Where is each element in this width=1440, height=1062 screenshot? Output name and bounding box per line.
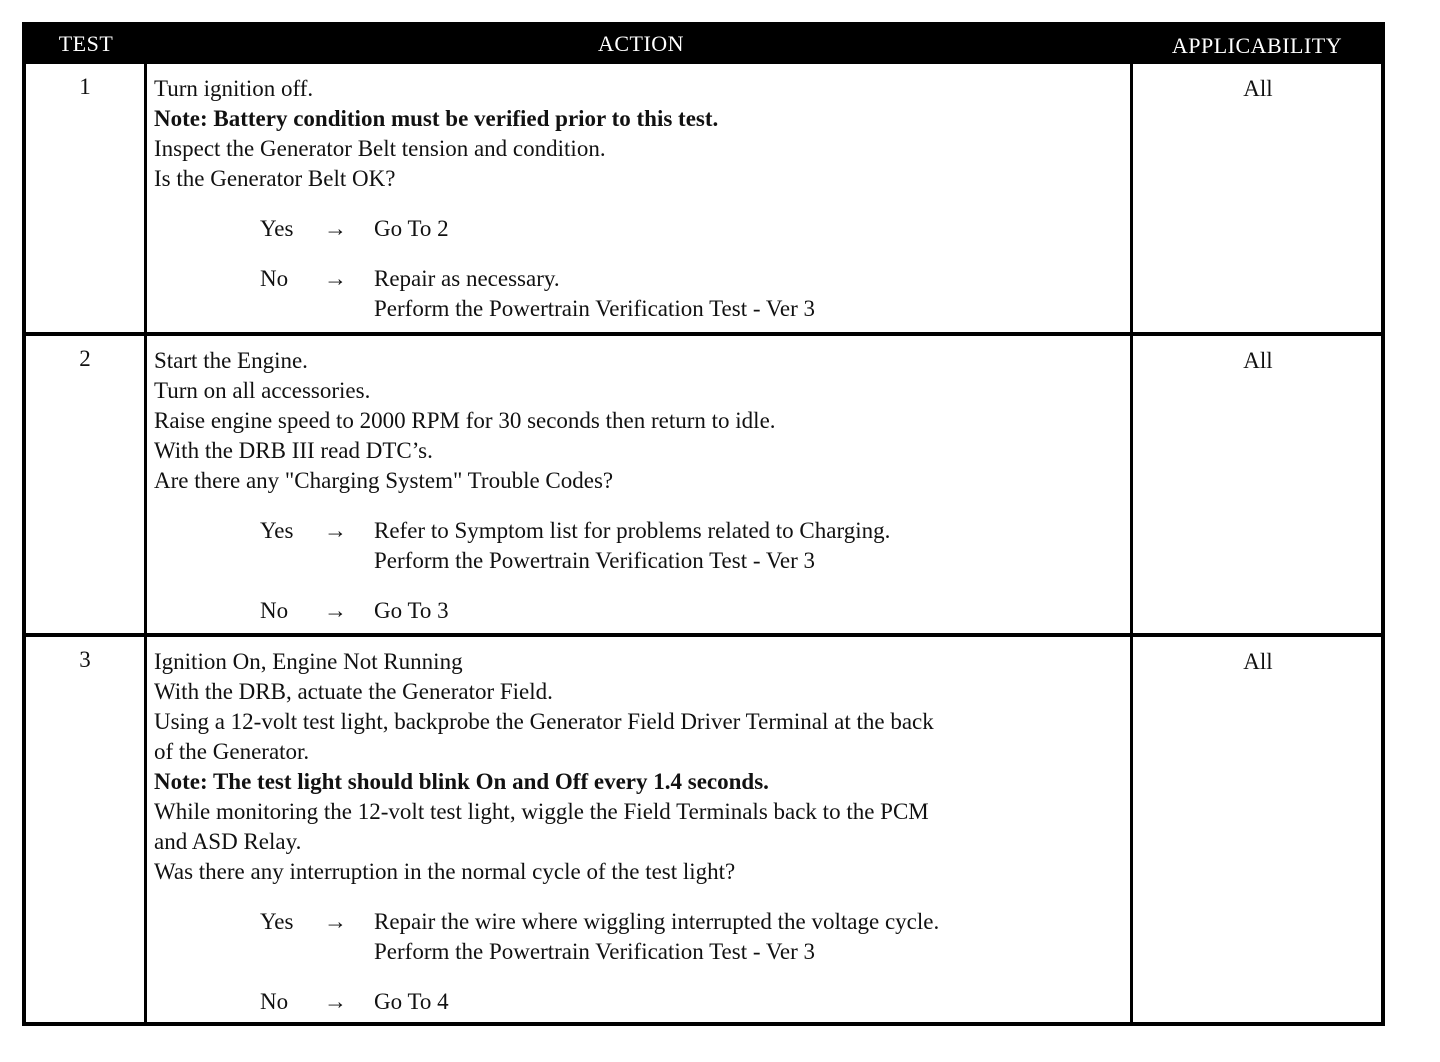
action-line: Turn ignition off. — [154, 76, 314, 101]
arrow-icon: → — [324, 216, 347, 241]
action-line: Inspect the Generator Belt tension and condition. — [154, 136, 606, 161]
yes-branch — [154, 907, 1129, 937]
no-label: No — [260, 989, 289, 1014]
table-row — [26, 64, 1381, 336]
test-number: 2 — [79, 346, 91, 371]
action-line: Ignition On, Engine Not Running — [154, 649, 463, 674]
column-divider — [1130, 64, 1133, 1022]
applicability-value: All — [1243, 76, 1273, 101]
arrow-icon: → — [324, 518, 347, 543]
yes-result: Repair the wire where wiggling interrupted the voltage cycle. — [374, 909, 940, 934]
action-line: Raise engine speed to 2000 RPM for 30 seconds then return to idle. — [154, 408, 776, 433]
action-line: With the DRB III read DTC’s. — [154, 438, 433, 463]
header-test: TEST — [58, 31, 114, 56]
no-label: No — [260, 598, 289, 623]
no-branch — [154, 987, 1129, 1017]
yes-label: Yes — [260, 518, 294, 543]
no-label: No — [260, 266, 289, 291]
action-line: Are there any "Charging System" Trouble Codes? — [154, 468, 614, 493]
arrow-icon: → — [324, 989, 347, 1014]
action-line: With the DRB, actuate the Generator Field. — [154, 679, 553, 704]
table-header — [26, 26, 1381, 64]
action-cell — [154, 647, 1129, 1017]
arrow-icon: → — [324, 909, 347, 934]
yes-branch — [154, 214, 1129, 244]
yes-result: Go To 2 — [374, 216, 449, 241]
yes-branch — [154, 516, 1129, 546]
column-divider — [144, 64, 147, 1022]
diagnostic-table — [22, 22, 1385, 1026]
note-line: Note: Battery condition must be verified prior to this test. — [154, 106, 719, 131]
no-result: Perform the Powertrain Verification Test - Ver 3 — [374, 296, 816, 321]
header-action: ACTION — [597, 31, 685, 56]
header-applicability: APPLICABILITY — [1171, 33, 1343, 58]
table-row — [26, 637, 1381, 1022]
applicability-value: All — [1243, 649, 1273, 674]
arrow-icon: → — [324, 598, 347, 623]
test-number: 3 — [79, 647, 91, 672]
action-line: of the Generator. — [154, 739, 310, 764]
yes-label: Yes — [260, 909, 294, 934]
no-branch — [154, 596, 1129, 626]
yes-result: Perform the Powertrain Verification Test - Ver 3 — [374, 939, 816, 964]
action-cell — [154, 346, 1129, 626]
no-result: Repair as necessary. — [374, 266, 560, 291]
yes-result: Refer to Symptom list for problems related to Charging. — [374, 518, 891, 543]
no-branch — [154, 264, 1129, 294]
action-line: While monitoring the 12-volt test light, wiggle the Field Terminals back to the PCM — [154, 799, 929, 824]
action-line: Is the Generator Belt OK? — [154, 166, 396, 191]
action-cell — [154, 74, 1129, 324]
yes-result: Perform the Powertrain Verification Test - Ver 3 — [374, 548, 816, 573]
note-line: Note: The test light should blink On and Off every 1.4 seconds. — [154, 769, 769, 794]
yes-label: Yes — [260, 216, 294, 241]
action-line: Using a 12-volt test light, backprobe the Generator Field Driver Terminal at the back — [154, 709, 934, 734]
action-line: Was there any interruption in the normal cycle of the test light? — [154, 859, 736, 884]
arrow-icon: → — [324, 266, 347, 291]
action-line: Turn on all accessories. — [154, 378, 371, 403]
no-result: Go To 4 — [374, 989, 449, 1014]
action-line: Start the Engine. — [154, 348, 308, 373]
table-row — [26, 336, 1381, 637]
no-result: Go To 3 — [374, 598, 449, 623]
test-number: 1 — [79, 74, 91, 99]
applicability-value: All — [1243, 348, 1273, 373]
action-line: and ASD Relay. — [154, 829, 302, 854]
